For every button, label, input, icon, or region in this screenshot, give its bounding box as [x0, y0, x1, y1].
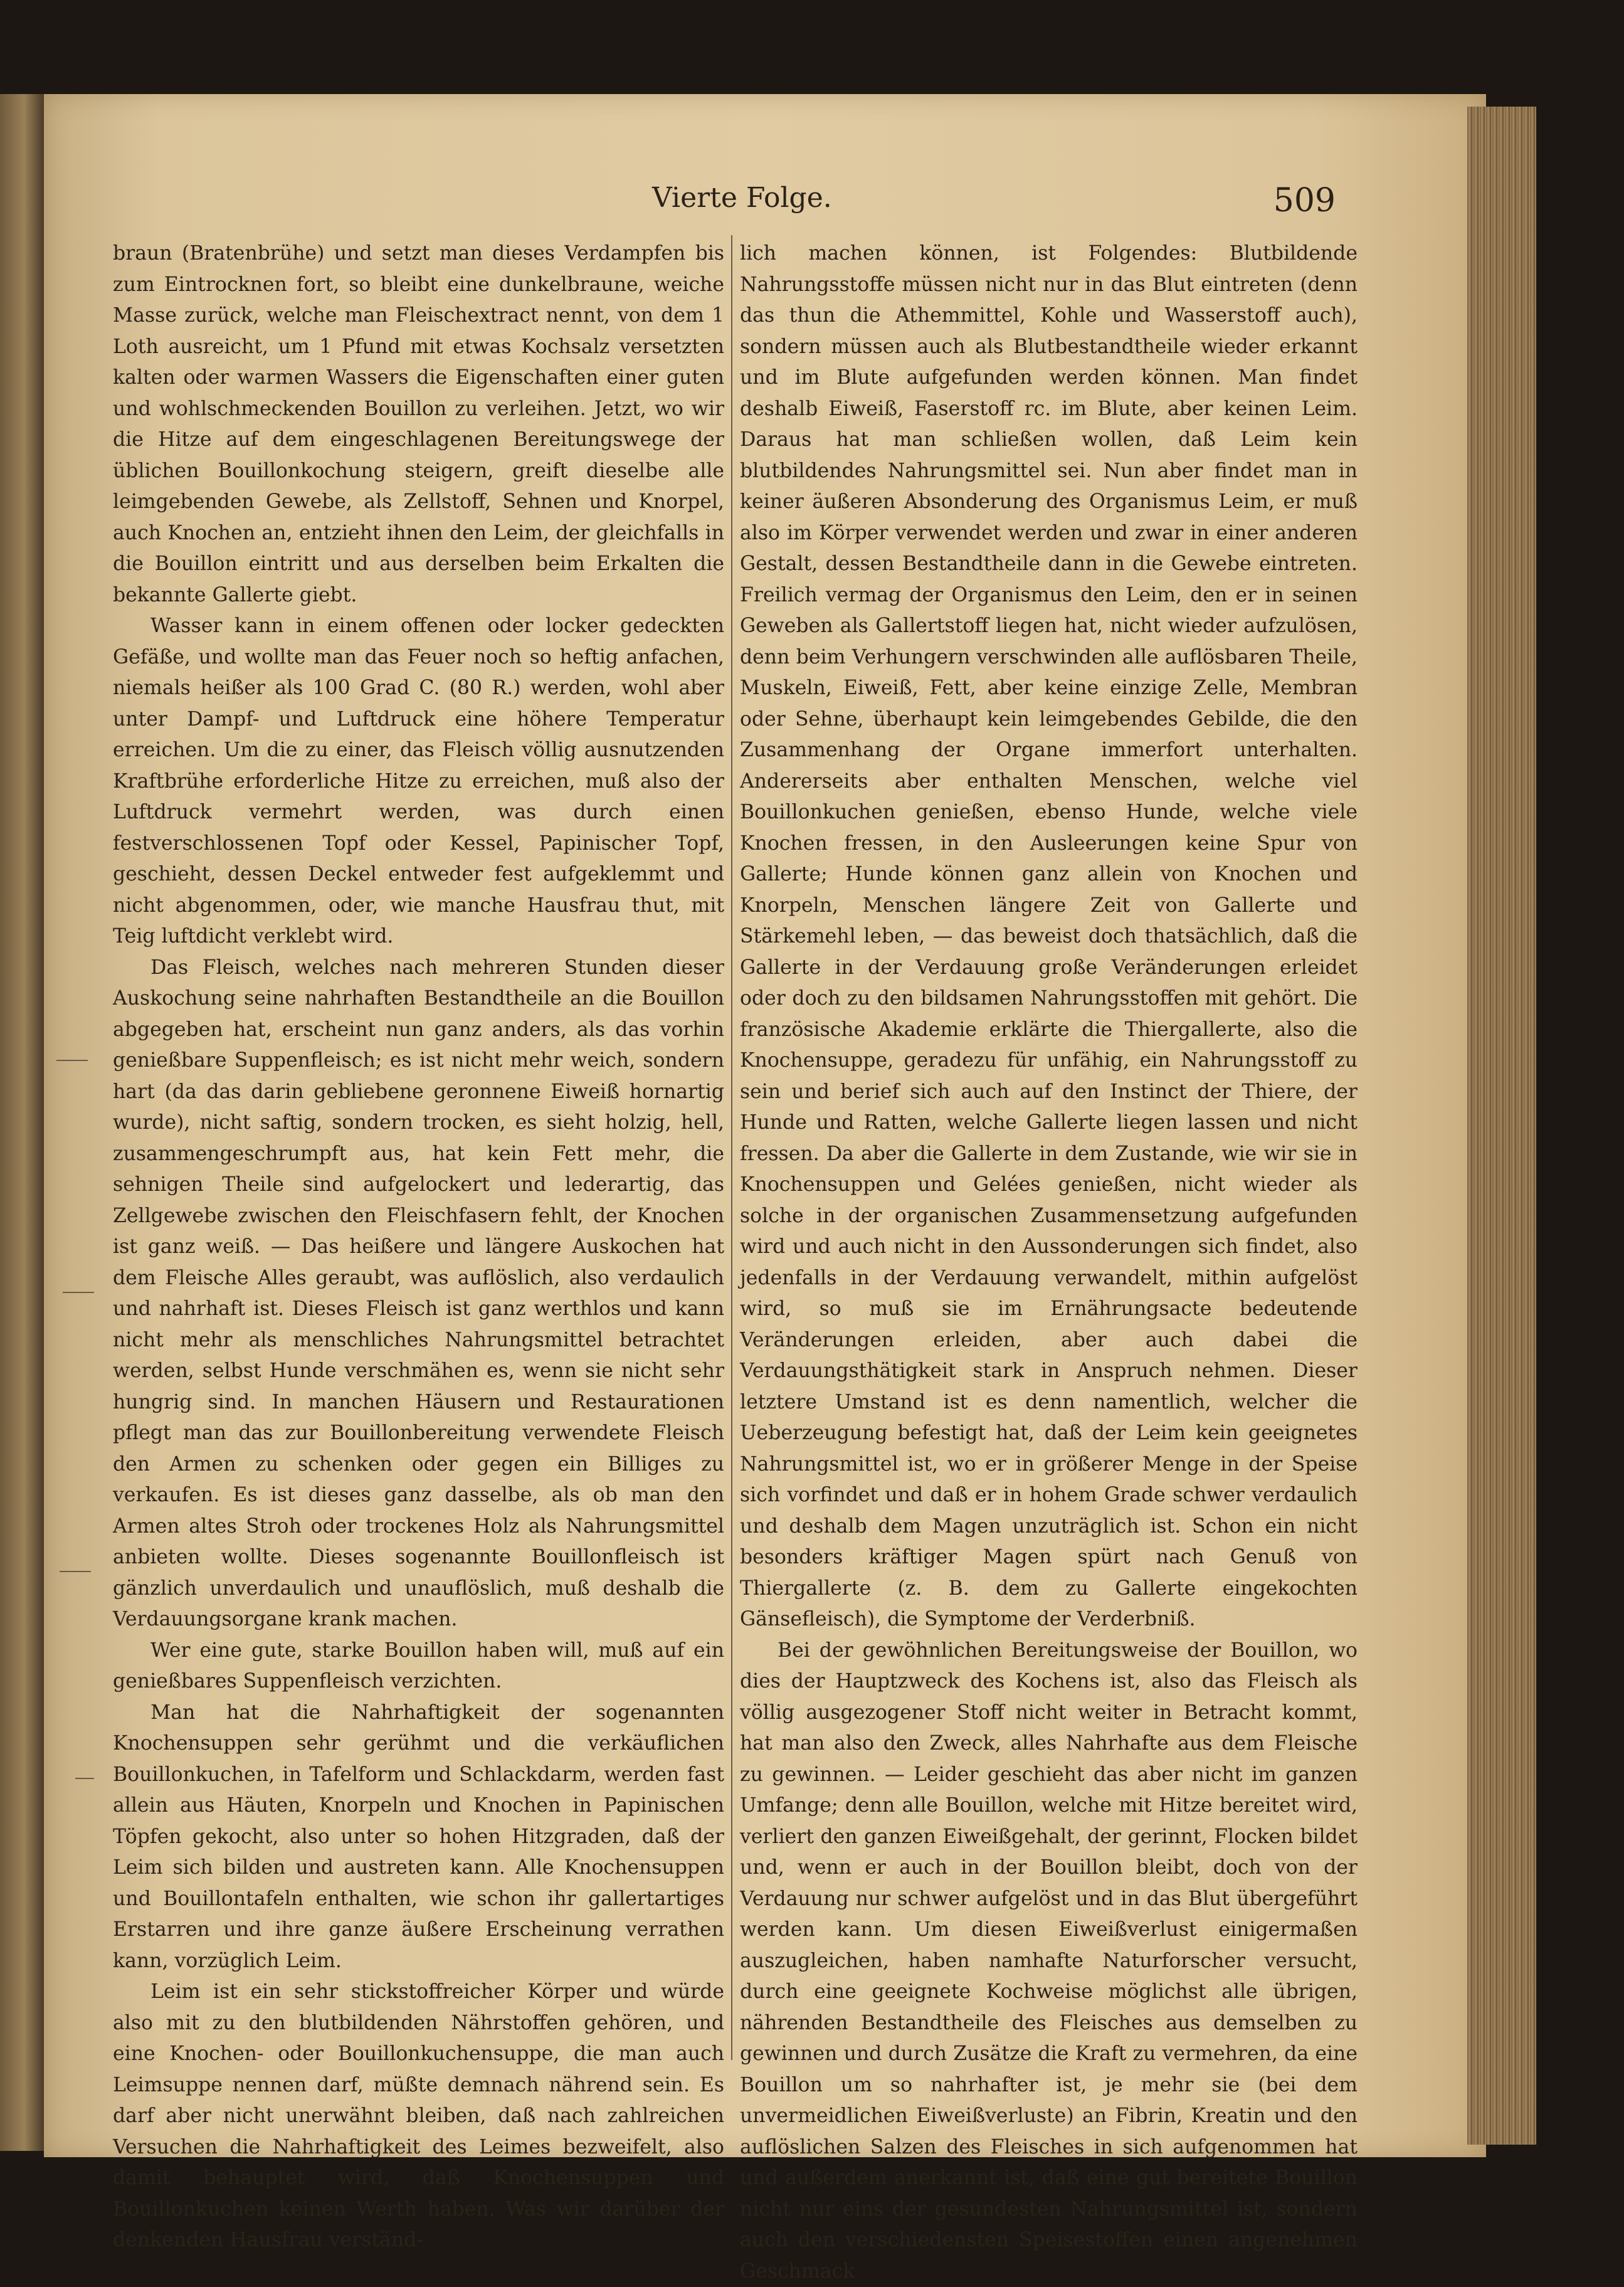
left-column — [113, 238, 724, 2107]
previous-page-edge — [0, 94, 44, 2151]
margin-pencil-mark — [60, 1571, 91, 1572]
paragraph: Bei der gewöhnlichen Bereitungsweise der Bouillon, wo dies der Hauptzweck des Kochens ist, also das Fleisch als völlig ausgezogener Stoff nicht weiter in Betracht kommt, hat man also den Zweck, alles Nahrhafte aus dem Fleische zu gewinnen. — Leider geschieht das aber nicht im ganzen Umfange; denn alle Bouillon, welche mit Hitze bereitet wird, verliert den ganzen Eiweißgehalt, der gerinnt, Flocken bildet und, wenn er auch in der Bouillon bleibt, doch von der Verdauung nur schwer aufgelöst und in das Blut übergeführt werden kann. Um diesen Eiweißverlust einigermaßen auszugleichen, haben namhafte Naturforscher versucht, durch eine geeignete Kochweise möglichst alle übrigen, nährenden Bestandtheile des Fleisches aus demselben zu gewinnen und durch Zusätze die Kraft zu vermehren, da eine Bouillon um so nahrhafter ist, je mehr sie (bei dem unvermeidlichen Eiweißverluste) an Fibrin, Kreatin und den auflöslichen Salzen des Fleisches in sich aufgenommen hat und außerdem anerkannt ist, daß eine gut bereitete Bouillon nicht nur eins der gesundesten Nahrungsmittel ist, sondern auch den verschiedensten Speisestoffen einen angenehmen Geschmack — [740, 1635, 1358, 2287]
page-number: 509 — [1273, 182, 1336, 219]
paragraph: Man hat die Nahrhaftigkeit der sogenannten Knochensuppen sehr gerühmt und die verkäuflichen Bouillonkuchen, in Tafelform und Schlackdarm, werden fast allein aus Häuten, Knorpeln und Knochen in Papinischen Töpfen gekocht, also unter so hohen Hitzgraden, daß der Leim sich bilden und austreten kann. Alle Knochensuppen und Bouillontafeln enthalten, wie schon ihr gallertartiges Erstarren und ihre ganze äußere Erscheinung verrathen kann, vorzüglich Leim. — [113, 1698, 724, 1977]
paragraph: Wer eine gute, starke Bouillon haben will, muß auf ein genießbares Suppenfleisch verzichten. — [113, 1635, 724, 1698]
margin-pencil-mark — [56, 1060, 88, 1061]
margin-pencil-mark — [75, 1778, 94, 1779]
right-column — [740, 238, 1358, 2107]
paragraph: lich machen können, ist Folgendes: Blutbildende Nahrungsstoffe müssen nicht nur in das Blut eintreten (denn das thun die Athemmittel, Kohle und Wasserstoff auch), sondern müssen auch als Blutbestandtheile wieder erkannt und im Blute aufgefunden werden können. Man findet deshalb Eiweiß, Faserstoff rc. im Blute, aber keinen Leim. Daraus hat man schließen wollen, daß Leim kein blutbildendes Nahrungsmittel sei. Nun aber findet man in keiner äußeren Absonderung des Organismus Leim, er muß also im Körper verwendet werden und zwar in einer anderen Gestalt, dessen Bestandtheile dann in die Gewebe eintreten. Freilich vermag der Organismus den Leim, den er in seinen Geweben als Gallertstoff liegen hat, nicht wieder aufzulösen, denn beim Verhungern verschwinden alle auflösbaren Theile, Muskeln, Eiweiß, Fett, aber keine einzige Zelle, Membran oder Sehne, überhaupt kein leimgebendes Gebilde, die den Zusammenhang der Organe immerfort unterhalten. Andererseits aber enthalten Menschen, welche viel Bouillonkuchen genießen, ebenso Hunde, welche viele Knochen fressen, in den Ausleerungen keine Spur von Gallerte; Hunde können ganz allein von Knochen und Knorpeln, Menschen längere Zeit von Gallerte und Stärkemehl leben, — das beweist doch thatsächlich, daß die Gallerte in der Verdauung große Veränderungen erleidet oder doch zu den bildsamen Nahrungsstoffen mit gehört. Die französische Akademie erklärte die Thiergallerte, also die Knochensuppe, geradezu für unfähig, ein Nahrungsstoff zu sein und berief sich auch auf den Instinct der Thiere, der Hunde und Ratten, welche Gallerte liegen lassen und nicht fressen. Da aber die Gallerte in dem Zustande, wie wir sie in Knochensuppen und Gelées genießen, nicht wieder als solche in der organischen Zusammensetzung aufgefunden wird und auch nicht in den Aussonderungen sich findet, also jedenfalls in der Verdauung verwandelt, mithin aufgelöst wird, so muß sie im Ernährungsacte bedeutende Veränderungen erleiden, aber auch dabei die Verdauungsthätigkeit stark in Anspruch nehmen. Dieser letztere Umstand ist es denn namentlich, welcher die Ueberzeugung befestigt hat, daß der Leim kein geeignetes Nahrungsmittel ist, wo er in größerer Menge in der Speise sich vorfindet und daß er in hohem Grade schwer verdaulich und deshalb dem Magen unzuträglich ist. Schon ein nicht besonders kräftiger Magen spürt nach Genuß von Thiergallerte (z. B. dem zu Gallerte eingekochten Gänsefleisch), die Symptome der Verderbniß. — [740, 238, 1358, 1635]
column-divider — [731, 235, 732, 2060]
paragraph: Wasser kann in einem offenen oder locker gedeckten Gefäße, und wollte man das Feuer noch so heftig anfachen, niemals heißer als 100 Grad C. (80 R.) werden, wohl aber unter Dampf- und Luftdruck eine höhere Temperatur erreichen. Um die zu einer, das Fleisch völlig ausnutzenden Kraftbrühe erforderliche Hitze zu erreichen, muß also der Luftdruck vermehrt werden, was durch einen festverschlossenen Topf oder Kessel, Papinischer Topf, geschieht, dessen Deckel entweder fest aufgeklemmt und nicht abgenommen, oder, wie manche Hausfrau thut, mit Teig luftdicht verklebt wird. — [113, 611, 724, 953]
page-header — [652, 182, 1336, 226]
margin-pencil-mark — [63, 1292, 94, 1293]
paragraph: Das Fleisch, welches nach mehreren Stunden dieser Auskochung seine nahrhaften Bestandtheile an die Bouillon abgegeben hat, erscheint nun ganz anders, als das vorhin genießbare Suppenfleisch; es ist nicht mehr weich, sondern hart (da das darin gebliebene geronnene Eiweiß hornartig wurde), nicht saftig, sondern trocken, es sieht holzig, hell, zusammengeschrumpft aus, hat kein Fett mehr, die sehnigen Theile sind aufgelockert und lederartig, das Zellgewebe zwischen den Fleischfasern fehlt, der Knochen ist ganz weiß. — Das heißere und längere Auskochen hat dem Fleische Alles geraubt, was auflöslich, also verdaulich und nahrhaft ist. Dieses Fleisch ist ganz werthlos und kann nicht mehr als menschliches Nahrungsmittel betrachtet werden, selbst Hunde verschmähen es, wenn sie nicht sehr hungrig sind. In manchen Häusern und Restaurationen pflegt man das zur Bouillonbereitung verwendete Fleisch den Armen zu schenken oder gegen ein Billiges zu verkaufen. Es ist dieses ganz dasselbe, als ob man den Armen altes Stroh oder trockenes Holz als Nahrungsmittel anbieten wollte. Dieses sogenannte Bouillonfleisch ist gänzlich unverdaulich und unauflöslich, muß deshalb die Verdauungsorgane krank machen. — [113, 953, 724, 1635]
paragraph: braun (Bratenbrühe) und setzt man dieses Verdampfen bis zum Eintrocknen fort, so bleibt eine dunkelbraune, weiche Masse zurück, welche man Fleischextract nennt, von dem 1 Loth ausreicht, um 1 Pfund mit etwas Kochsalz versetzten kalten oder warmen Wassers die Eigenschaften einer guten und wohlschmeckenden Bouillon zu verleihen. Jetzt, wo wir die Hitze auf dem eingeschlagenen Bereitungswege der üblichen Bouillonkochung steigern, greift dieselbe alle leimgebenden Gewebe, als Zellstoff, Sehnen und Knorpel, auch Knochen an, entzieht ihnen den Leim, der gleichfalls in die Bouillon eintritt und aus derselben beim Erkalten die bekannte Gallerte giebt. — [113, 238, 724, 611]
paragraph: Leim ist ein sehr stickstoffreicher Körper und würde also mit zu den blutbildenden Nährstoffen gehören, und eine Knochen- oder Bouillonkuchensuppe, die man auch Leimsuppe nennen darf, müßte demnach nährend sein. Es darf aber nicht unerwähnt bleiben, daß nach zahlreichen Versuchen die Nahrhaftigkeit des Leimes bezweifelt, also damit behauptet wird, daß Knochensuppen und Bouillonkuchen keinen Werth haben. Was wir darüber der denkenden Hausfrau verständ- — [113, 1977, 724, 2256]
running-head: Vierte Folge. — [652, 182, 832, 214]
page-stack-edges — [1467, 107, 1536, 2145]
